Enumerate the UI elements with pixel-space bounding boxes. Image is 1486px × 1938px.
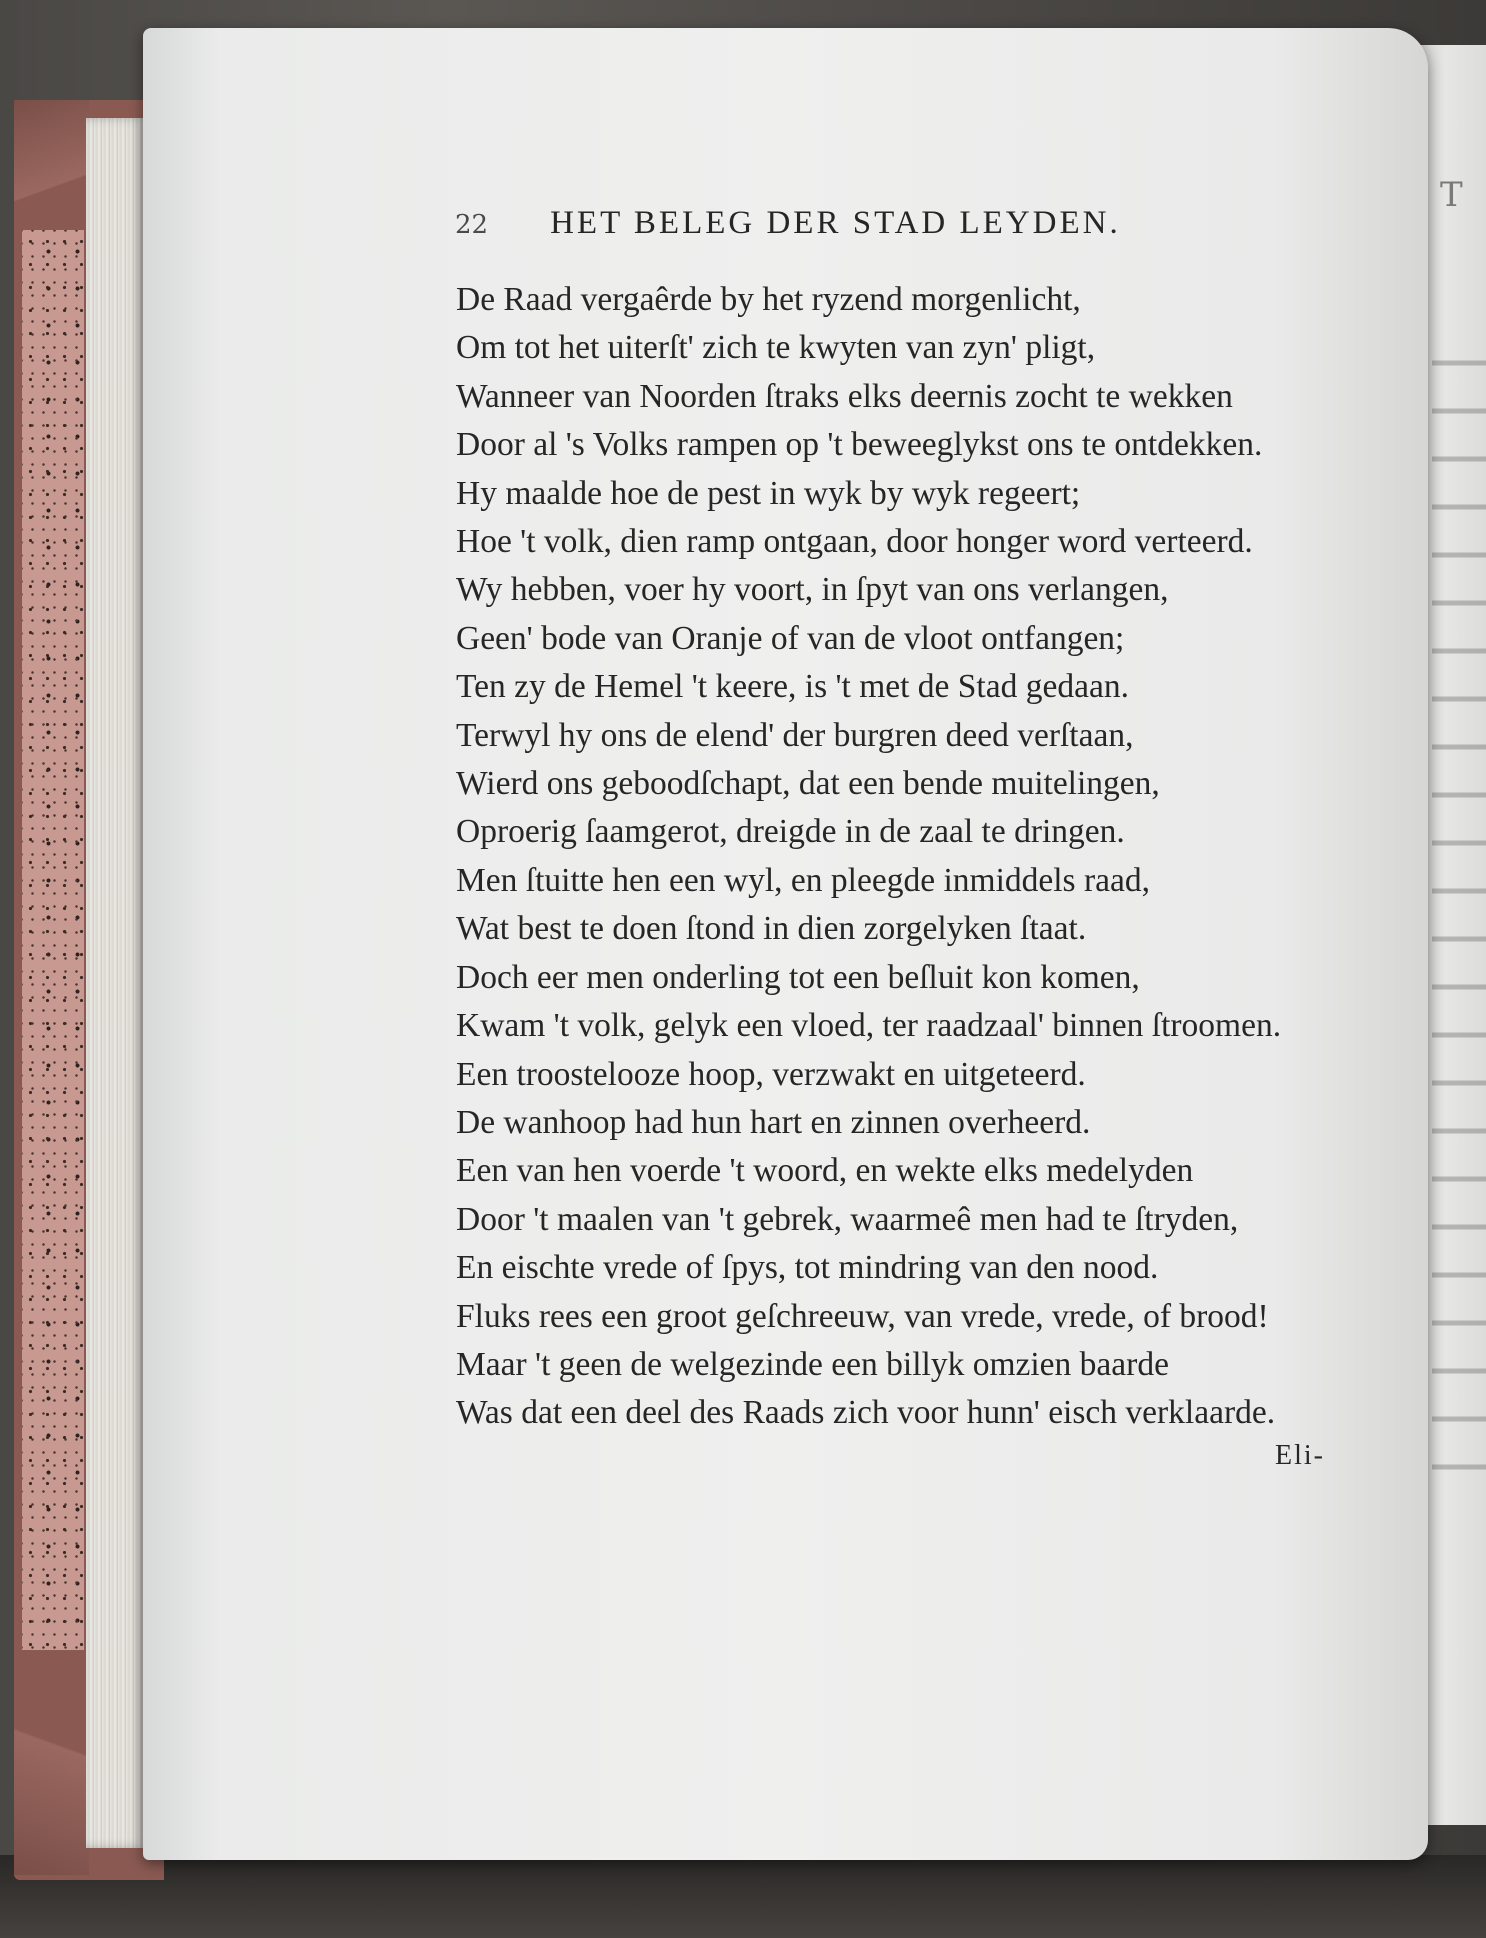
page-edges [86,118,146,1848]
verse-line: Wierd ons geboodſchapt, dat een bende muitelingen, [456,765,1160,803]
verse-line: Oproerig ſaamgerot, dreigde in de zaal te dringen. [456,813,1125,851]
verse-line: Fluks rees een groot geſchreeuw, van vrede, vrede, of brood! [456,1297,1269,1335]
verse-line: Was dat een deel des Raads zich voor hunn' eisch verklaarde. [456,1394,1276,1432]
verse-line: Hoe 't volk, dien ramp ontgaan, door honger word verteerd. [456,523,1253,561]
page-number: 22 [455,210,489,240]
verse-line: Kwam 't volk, gelyk een vloed, ter raadzaal' binnen ſtroomen. [456,1007,1282,1045]
verse-line: Doch eer men onderling tot een beſluit kon komen, [456,958,1140,996]
verse-line: Om tot het uiterſt' zich te kwyten van zyn' pligt, [456,329,1096,367]
verse-line: Wy hebben, voer hy voort, in ſpyt van ons verlangen, [456,571,1169,609]
running-title: HET BELEG DER STAD LEYDEN. [550,205,1121,241]
verse-line: Hy maalde hoe de pest in wyk by wyk regeert; [456,474,1081,512]
cover-corner-bottom [14,1640,89,1875]
running-head [455,205,1245,242]
catchword: Eli- [1275,1440,1325,1471]
verse-line: Wat best te doen ſtond in dien zorgelyken ſtaat. [456,910,1087,948]
verse-line: En eischte vrede of ſpys, tot mindring van den nood. [456,1249,1159,1287]
verse-block [456,276,1356,1438]
facing-page-letter: T [1440,175,1463,215]
verse-line: Men ſtuitte hen een wyl, en pleegde inmiddels raad, [456,861,1150,899]
marbled-cover-paper [22,230,84,1650]
verse-line: Een troostelooze hoop, verzwakt en uitgeteerd. [456,1055,1086,1093]
verse-line: Ten zy de Hemel 't keere, is 't met de Stad gedaan. [456,668,1129,706]
verse-line: Wanneer van Noorden ſtraks elks deernis zocht te wekken [456,377,1233,415]
verse-line: Terwyl hy ons de elend' der burgren deed verſtaan, [456,716,1134,754]
verse-line: Geen' bode van Oranje of van de vloot ontfangen; [456,619,1125,657]
verse-line: De wanhoop had hun hart en zinnen overheerd. [456,1103,1091,1141]
verse-line: Een van hen voerde 't woord, en wekte elks medelyden [456,1152,1194,1190]
verse-line: De Raad vergaêrde by het ryzend morgenlicht, [456,281,1081,318]
verse-line: Door 't maalen van 't gebrek, waarmeê men had te ſtryden, [456,1200,1239,1238]
cover-corner-top [14,100,89,240]
verse-line: Maar 't geen de welgezinde een billyk omzien baarde [456,1345,1169,1383]
verse-line: Door al 's Volks rampen op 't beweeglykst ons te ontdekken. [456,426,1263,464]
desk-edge [0,1855,1486,1938]
facing-page-text-lines [1432,330,1486,1490]
